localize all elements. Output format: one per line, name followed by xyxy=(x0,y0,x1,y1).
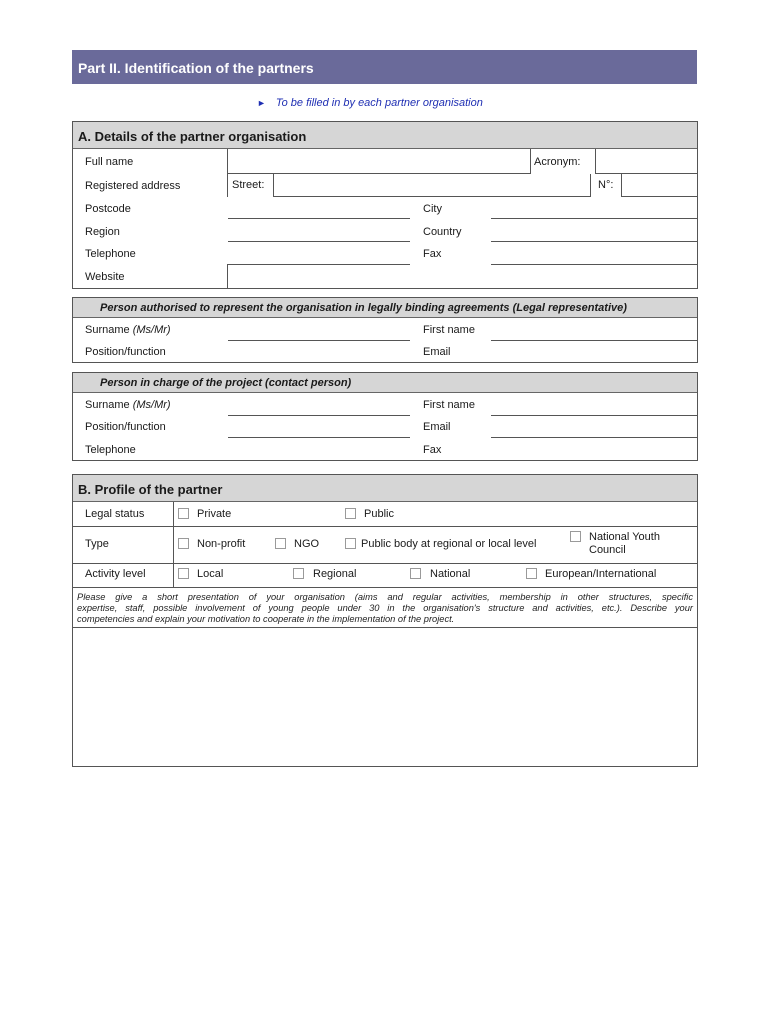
non-profit-checkbox[interactable] xyxy=(178,538,189,549)
website-label: Website xyxy=(85,271,125,283)
ngo-label: NGO xyxy=(294,538,320,550)
surname-text: Surname xyxy=(85,324,130,336)
legal-rep-email-label: Email xyxy=(423,346,451,358)
contact-email-label: Email xyxy=(423,421,451,433)
city-label: City xyxy=(423,203,442,215)
region-label: Region xyxy=(85,226,120,238)
row-divider xyxy=(73,526,697,527)
european-checkbox[interactable] xyxy=(526,568,537,579)
street-label: Street: xyxy=(232,179,265,191)
subtitle-text: To be filled in by each partner organisation xyxy=(275,97,483,109)
street-field[interactable] xyxy=(273,174,591,197)
contact-first-name-field[interactable] xyxy=(491,415,697,416)
arrow-right-icon: ► xyxy=(257,98,266,108)
private-label: Private xyxy=(197,508,232,520)
region-field[interactable] xyxy=(228,241,410,242)
contact-surname-label xyxy=(85,399,171,411)
section-b-title: B. Profile of the partner xyxy=(78,482,223,497)
surname-hint: (Ms/Mr) xyxy=(132,399,171,411)
public-body-checkbox[interactable] xyxy=(345,538,356,549)
local-label: Local xyxy=(197,568,224,580)
street-left-border xyxy=(227,174,228,197)
fax-label: Fax xyxy=(423,248,442,260)
legal-rep-first-name-label: First name xyxy=(423,324,475,336)
city-field[interactable] xyxy=(491,218,697,219)
number-field[interactable] xyxy=(621,174,698,197)
instructions-line-2: expertise, staff, possible involvement of young people under 30 in the organisation's structure and activities, etc.). Describe your xyxy=(77,603,693,613)
contact-position-label: Position/function xyxy=(85,421,166,433)
public-checkbox[interactable] xyxy=(345,508,356,519)
national-checkbox[interactable] xyxy=(410,568,421,579)
regional-checkbox[interactable] xyxy=(293,568,304,579)
row-divider xyxy=(73,587,697,588)
type-label: Type xyxy=(85,538,109,550)
surname-text: Surname xyxy=(85,399,130,411)
european-label: European/International xyxy=(545,568,657,580)
full-name-field[interactable] xyxy=(227,149,531,174)
private-checkbox[interactable] xyxy=(178,508,189,519)
contact-surname-field[interactable] xyxy=(228,415,410,416)
legal-rep-surname-field[interactable] xyxy=(228,340,410,341)
legal-rep-title: Person authorised to represent the organisation in legally binding agreements (Legal representative) xyxy=(100,302,627,314)
subtitle xyxy=(257,97,483,109)
surname-hint: (Ms/Mr) xyxy=(132,324,171,336)
activity-level-label: Activity level xyxy=(85,568,146,580)
contact-position-field[interactable] xyxy=(228,437,410,438)
nyc-line-2: Council xyxy=(589,544,626,556)
number-label: N°: xyxy=(598,179,614,191)
legal-status-label: Legal status xyxy=(85,508,145,520)
registered-address-label: Registered address xyxy=(85,180,181,192)
presentation-textarea[interactable] xyxy=(73,628,697,766)
profile-instructions xyxy=(77,592,693,625)
postcode-label: Postcode xyxy=(85,203,131,215)
postcode-field[interactable] xyxy=(228,218,410,219)
part-header: Part II. Identification of the partners xyxy=(72,50,697,84)
nyc-line-1: National Youth xyxy=(589,531,660,543)
full-name-label: Full name xyxy=(85,156,134,168)
instructions-line-1: Please give a short presentation of your organisation (aims and regular activities, membership in other structures, specific xyxy=(77,592,693,602)
national-label: National xyxy=(430,568,471,580)
ngo-checkbox[interactable] xyxy=(275,538,286,549)
section-b-column-divider xyxy=(173,502,174,587)
acronym-label: Acronym: xyxy=(534,156,581,168)
row-divider xyxy=(73,563,697,564)
telephone-label: Telephone xyxy=(85,248,136,260)
public-body-label: Public body at regional or local level xyxy=(361,538,537,550)
instructions-line-3: competencies and explain your motivation to cooperate in the implementation of the project. xyxy=(77,614,455,624)
legal-rep-surname-label xyxy=(85,324,171,336)
country-field[interactable] xyxy=(491,241,697,242)
national-youth-council-label xyxy=(589,531,660,557)
legal-rep-position-label: Position/function xyxy=(85,346,166,358)
acronym-field[interactable] xyxy=(595,149,698,174)
contact-title: Person in charge of the project (contact person) xyxy=(100,377,352,389)
regional-label: Regional xyxy=(313,568,357,580)
contact-first-name-label: First name xyxy=(423,399,475,411)
section-a-title: A. Details of the partner organisation xyxy=(78,129,307,144)
legal-rep-first-name-field[interactable] xyxy=(491,340,697,341)
contact-email-field[interactable] xyxy=(491,437,697,438)
national-youth-council-checkbox[interactable] xyxy=(570,531,581,542)
public-label: Public xyxy=(364,508,394,520)
non-profit-label: Non-profit xyxy=(197,538,246,550)
country-label: Country xyxy=(423,226,462,238)
website-field[interactable] xyxy=(227,264,698,289)
local-checkbox[interactable] xyxy=(178,568,189,579)
contact-fax-label: Fax xyxy=(423,444,442,456)
contact-telephone-label: Telephone xyxy=(85,444,136,456)
